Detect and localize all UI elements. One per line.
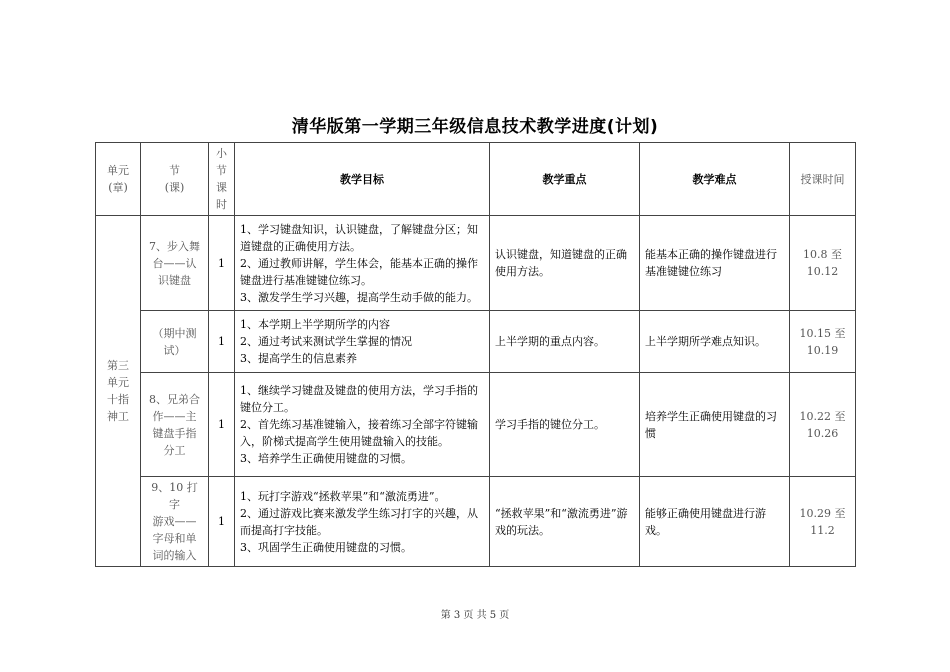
hours-cell: 1 bbox=[209, 216, 235, 311]
goals-cell: 1、本学期上半学期所学的内容 2、通过考试来测试学生掌握的情况 3、提高学生的信息素养 bbox=[235, 311, 490, 373]
hours-cell: 1 bbox=[209, 373, 235, 477]
time-cell: 10.8 至 10.12 bbox=[790, 216, 856, 311]
goals-cell: 1、继续学习键盘及键盘的使用方法，学习手指的键位分工。 2、首先练习基准键输入，接着练习全部字符键输入，阶梯式提高学生使用键盘输入的技能。 3、培养学生正确使用键盘的习惯。 bbox=[235, 373, 490, 477]
unit-cell: 第三 单元 十指 神工 bbox=[96, 216, 141, 567]
difficulty-cell: 能够正确使用键盘进行游戏。 bbox=[640, 477, 790, 567]
table-row bbox=[96, 373, 856, 477]
focus-cell: 上半学期的重点内容。 bbox=[490, 311, 640, 373]
focus-cell: 认识键盘，知道键盘的正确使用方法。 bbox=[490, 216, 640, 311]
table-row bbox=[96, 216, 856, 311]
page-footer: 第 3 页 共 5 页 bbox=[440, 610, 510, 621]
header-unit: 单元 (章) bbox=[96, 143, 141, 216]
header-difficulty: 教学难点 bbox=[640, 143, 790, 216]
difficulty-cell: 培养学生正确使用键盘的习惯 bbox=[640, 373, 790, 477]
time-cell: 10.22 至 10.26 bbox=[790, 373, 856, 477]
section-cell: 9、10 打字 游戏—— 字母和单 词的输入 bbox=[141, 477, 209, 567]
difficulty-cell: 能基本正确的操作键盘进行基准键键位练习 bbox=[640, 216, 790, 311]
table-row bbox=[96, 477, 856, 567]
section-cell: 7、步入舞 台——认 识键盘 bbox=[141, 216, 209, 311]
goals-cell: 1、玩打字游戏“拯救苹果”和“激流勇进”。 2、通过游戏比赛来激发学生练习打字的兴趣，从而提高打字技能。 3、巩固学生正确使用键盘的习惯。 bbox=[235, 477, 490, 567]
section-cell: 8、兄弟合 作——主 键盘手指 分工 bbox=[141, 373, 209, 477]
header-focus: 教学重点 bbox=[490, 143, 640, 216]
page-title: 清华版第一学期三年级信息技术教学进度(计划) bbox=[291, 117, 659, 137]
header-row bbox=[96, 143, 856, 216]
time-cell: 10.15 至 10.19 bbox=[790, 311, 856, 373]
difficulty-cell: 上半学期所学难点知识。 bbox=[640, 311, 790, 373]
hours-cell: 1 bbox=[209, 477, 235, 567]
time-cell: 10.29 至 11.2 bbox=[790, 477, 856, 567]
hours-cell: 1 bbox=[209, 311, 235, 373]
goals-cell: 1、学习键盘知识，认识键盘，了解键盘分区；知道键盘的正确使用方法。 2、通过教师讲解，学生体会，能基本正确的操作键盘进行基准键键位练习。 3、激发学生学习兴趣，提高学生动手做的能力。 bbox=[235, 216, 490, 311]
section-cell: （期中测 试） bbox=[141, 311, 209, 373]
table-row bbox=[96, 311, 856, 373]
focus-cell: “拯救苹果”和“激流勇进”游戏的玩法。 bbox=[490, 477, 640, 567]
header-time: 授课时间 bbox=[790, 143, 856, 216]
focus-cell: 学习手指的键位分工。 bbox=[490, 373, 640, 477]
header-hours: 小 节 课 时 bbox=[209, 143, 235, 216]
teaching-plan-table bbox=[95, 142, 856, 567]
header-goals: 教学目标 bbox=[235, 143, 490, 216]
header-section: 节 (课) bbox=[141, 143, 209, 216]
